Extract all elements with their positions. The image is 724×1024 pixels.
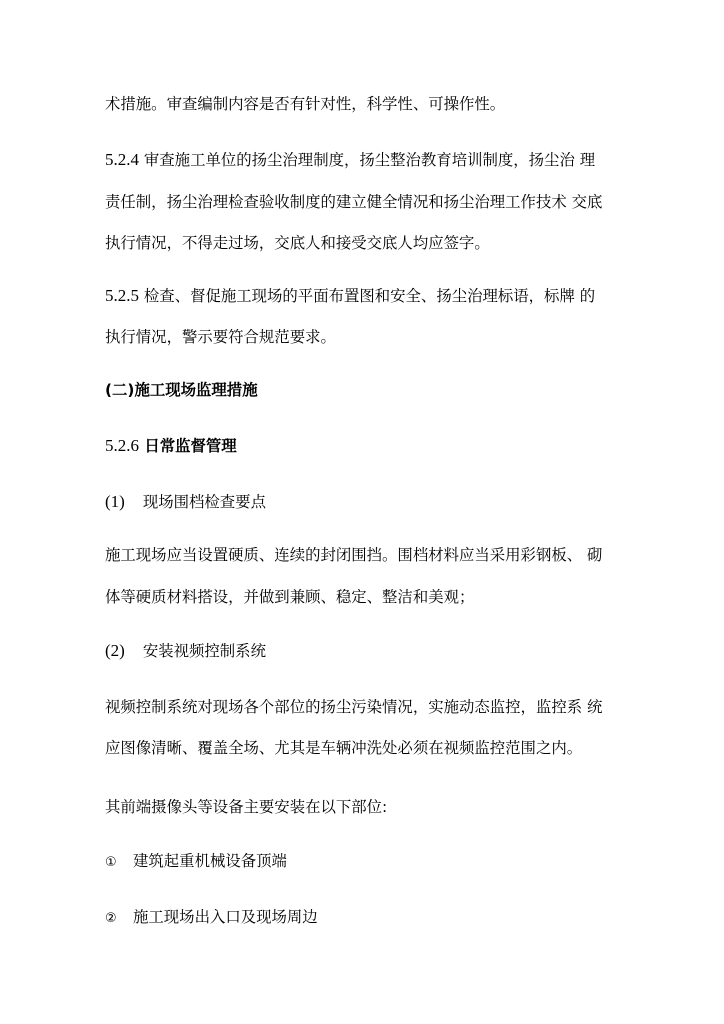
section-number: 5.2.4	[105, 150, 139, 169]
circled-number-1: ①	[105, 855, 117, 870]
paragraph-line: 应图像清晰、覆盖全场、尤其是车辆冲洗处必须在视频监控范围之内。	[105, 739, 583, 757]
circled-number-2: ②	[105, 911, 117, 926]
paragraph-line: 施工现场应当设置硬质、连续的封闭围挡。围档材料应当采用彩钢板、 砌	[105, 546, 603, 564]
paragraph-line: 体等硬质材料搭设，并做到兼顾、稳定、整洁和美观；	[105, 588, 475, 606]
paragraph-line: 责任制，扬尘治理检查验收制度的建立健全情况和扬尘治理工作技术 交底	[105, 193, 603, 211]
paragraph-line: 视频控制系统对现场各个部位的扬尘污染情况，实施动态监控，监控系 统	[105, 698, 603, 716]
paragraph-line: 其前端摄像头等设备主要安装在以下部位:	[105, 798, 388, 816]
list-item: ① 建筑起重机械设备顶端	[105, 851, 287, 873]
paragraph-line: 执行情况，不得走过场，交底人和接受交底人均应签字。	[105, 234, 490, 252]
item-1-heading: (1) 现场围档检查要点	[105, 492, 266, 511]
paragraph-line: 术措施。审查编制内容是否有针对性，科学性、可操作性。	[105, 95, 506, 113]
section-5-2-5: 5.2.5 检查、督促施工现场的平面布置图和安全、扬尘治理标语，标牌 的	[105, 286, 596, 305]
list-item: ② 施工现场出入口及现场周边	[105, 907, 318, 929]
item-2-heading: (2) 安装视频控制系统	[105, 641, 266, 660]
section-5-2-6: 5.2.6 日常监督管理	[105, 436, 237, 455]
section-number: 5.2.6	[105, 436, 139, 455]
section-number: 5.2.5	[105, 286, 139, 305]
paragraph-line: 执行情况，警示要符合规范要求。	[105, 328, 336, 346]
heading-supervision-measures: (二)施工现场监理措施	[105, 381, 258, 399]
section-5-2-4: 5.2.4 审查施工单位的扬尘治理制度，扬尘整治教育培训制度，扬尘治 理	[105, 150, 596, 169]
